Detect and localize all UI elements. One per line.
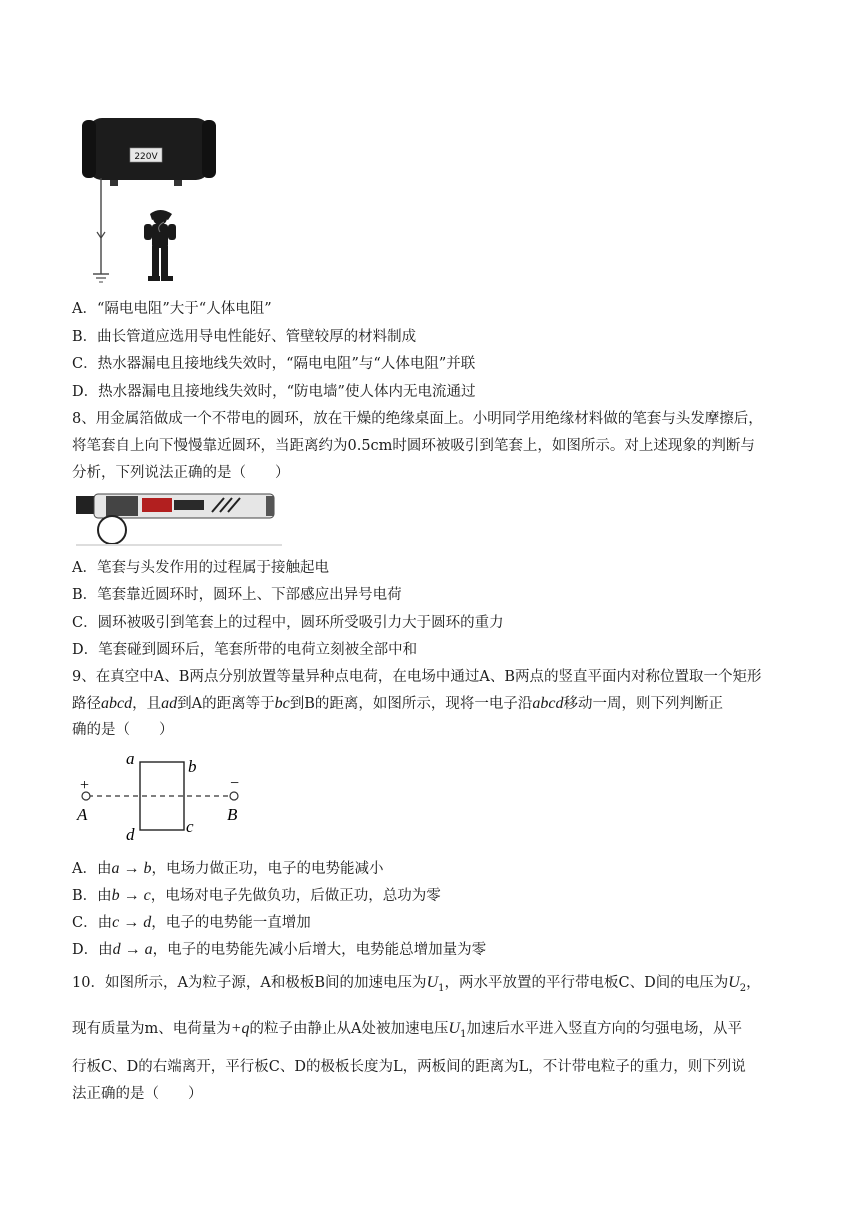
q9-line2-text-c: ，且 [132,696,162,712]
q10-line1-text-e: ， [746,975,761,991]
q9-option-d-prefix: D．由 [72,942,113,958]
water-heater-figure [80,114,220,286]
q9-option-b-prefix: B．由 [72,888,112,904]
q9-option-a-path: a → b [111,860,152,877]
q10-stem-line-4: 法正确的是（ ） [72,1086,203,1102]
q9-option-c [72,913,311,933]
q7-option-d: D．热水器漏电且接地线失效时，“防电墙”使人体内无电流通过 [72,384,476,400]
q10-u1-subscript-2: 1 [460,1028,467,1040]
q9-option-c-prefix: C．由 [72,915,113,931]
q10-stem-line-1 [72,973,761,999]
pen-ring-figure [76,492,282,550]
plus-sign: + [80,777,90,794]
corner-a-label: a [126,749,135,768]
q9-stem-line-1: 9、在真空中A、B两点分别放置等量异种点电荷，在电场中通过A、B两点的竖直平面内对称位置取一个矩形 [72,669,762,685]
point-a-label: A [77,805,88,824]
q10-voltage-u2: U [728,974,740,991]
q8-option-b: B．笔套靠近圆环时，圆环上、下部感应出异号电荷 [72,587,402,603]
q9-stem-line-2 [72,694,723,714]
q8-stem-line-1: 8、用金属箔做成一个不带电的圆环，放在干燥的绝缘桌面上。小明同学用绝缘材料做的笔套与头发摩擦后， [72,411,763,427]
q10-voltage-u1: U [426,974,439,991]
q9-side-bc: bc [274,695,290,712]
q10-line2-text-a: 现有质量为m、电荷量为 [72,1021,231,1037]
q10-line2-text-c: 的粒子由静止从A处被加速电压 [249,1021,449,1037]
q7-option-b: B．曲长管道应选用导电性能好、管壁较厚的材料制成 [72,329,417,345]
q10-u1-subscript: 1 [438,982,445,994]
q9-side-ad: ad [161,695,178,712]
q9-option-b-text: ，电场对电子先做负功，后做正功，总功为零 [150,888,441,904]
q10-line1-text-c: ，两水平放置的平行带电板C、D间的电压为 [444,975,729,991]
q9-path-abcd: abcd [101,695,133,712]
charges-rectangle-diagram [74,748,254,846]
q8-option-c: C．圆环被吸引到笔套上的过程中，圆环所受吸引力大于圆环的重力 [72,615,504,631]
q9-line2-text-i: 移动一周，则下列判断正 [563,696,723,712]
q10-stem-line-2 [72,1019,742,1045]
q9-option-c-path: c → d [112,914,152,931]
q8-option-a: A．笔套与头发作用的过程属于接触起电 [72,560,329,576]
q9-path-abcd-2: abcd [532,695,564,712]
q9-option-d-text: ，电子的电势能先减小后增大，电势能总增加量为零 [152,942,487,958]
q9-option-a-text: ，电场力做正功，电子的电势能减小 [151,861,384,877]
q9-option-b [72,886,441,906]
q10-line2-text-e: 加速后水平进入竖直方向的匀强电场，从平 [466,1021,742,1037]
q10-line1-text-a: 10．如图所示，A为粒子源，A和极板B间的加速电压为 [72,975,427,991]
q10-stem-line-3: 行板C、D的右端离开，平行板C、D的极板长度为L，两板间的距离为L，不计带电粒子的重力，则下列说 [72,1059,746,1075]
q7-option-c: C．热水器漏电且接地线失效时，“隔电电阻”与“人体电阻”并联 [72,356,476,372]
corner-d-label: d [126,825,135,844]
q9-option-d-path: d → a [112,941,153,958]
pen-cap-illustration [76,492,282,550]
q8-option-d: D．笔套碰到圆环后，笔套所带的电荷立刻被全部中和 [72,642,418,658]
q10-u2-subscript: 2 [739,982,747,994]
q8-stem-line-3: 分析，下列说法正确的是（ ） [72,465,290,481]
q9-stem-line-3: 确的是（ ） [72,722,174,738]
q9-line2-text-e: 到A的距离等于 [177,696,275,712]
corner-c-label: c [186,817,194,836]
q10-charge-q: +q [230,1020,250,1037]
q7-option-a: A．“隔电电阻”大于“人体电阻” [72,301,272,317]
water-heater-illustration [80,114,220,286]
charges-rectangle-figure [74,748,254,846]
q10-voltage-u1-2: U [448,1020,461,1037]
q9-option-a-prefix: A．由 [72,861,112,877]
q9-option-b-path: b → c [111,887,151,904]
point-b-label: B [227,805,238,824]
minus-sign: − [230,775,240,792]
q9-option-c-text: ，电子的电势能一直增加 [151,915,311,931]
q9-line2-text-a: 路径 [72,696,101,712]
corner-b-label: b [188,757,197,776]
voltage-label: 220V [134,152,158,162]
q9-option-d [72,940,486,960]
q9-option-a [72,859,383,879]
q8-stem-line-2: 将笔套自上向下慢慢靠近圆环，当距离约为0.5cm时圆环被吸引到笔套上，如图所示。对上述现象的判断与 [72,438,755,454]
q9-line2-text-g: 到B的距离，如图所示，现将一电子沿 [289,696,533,712]
